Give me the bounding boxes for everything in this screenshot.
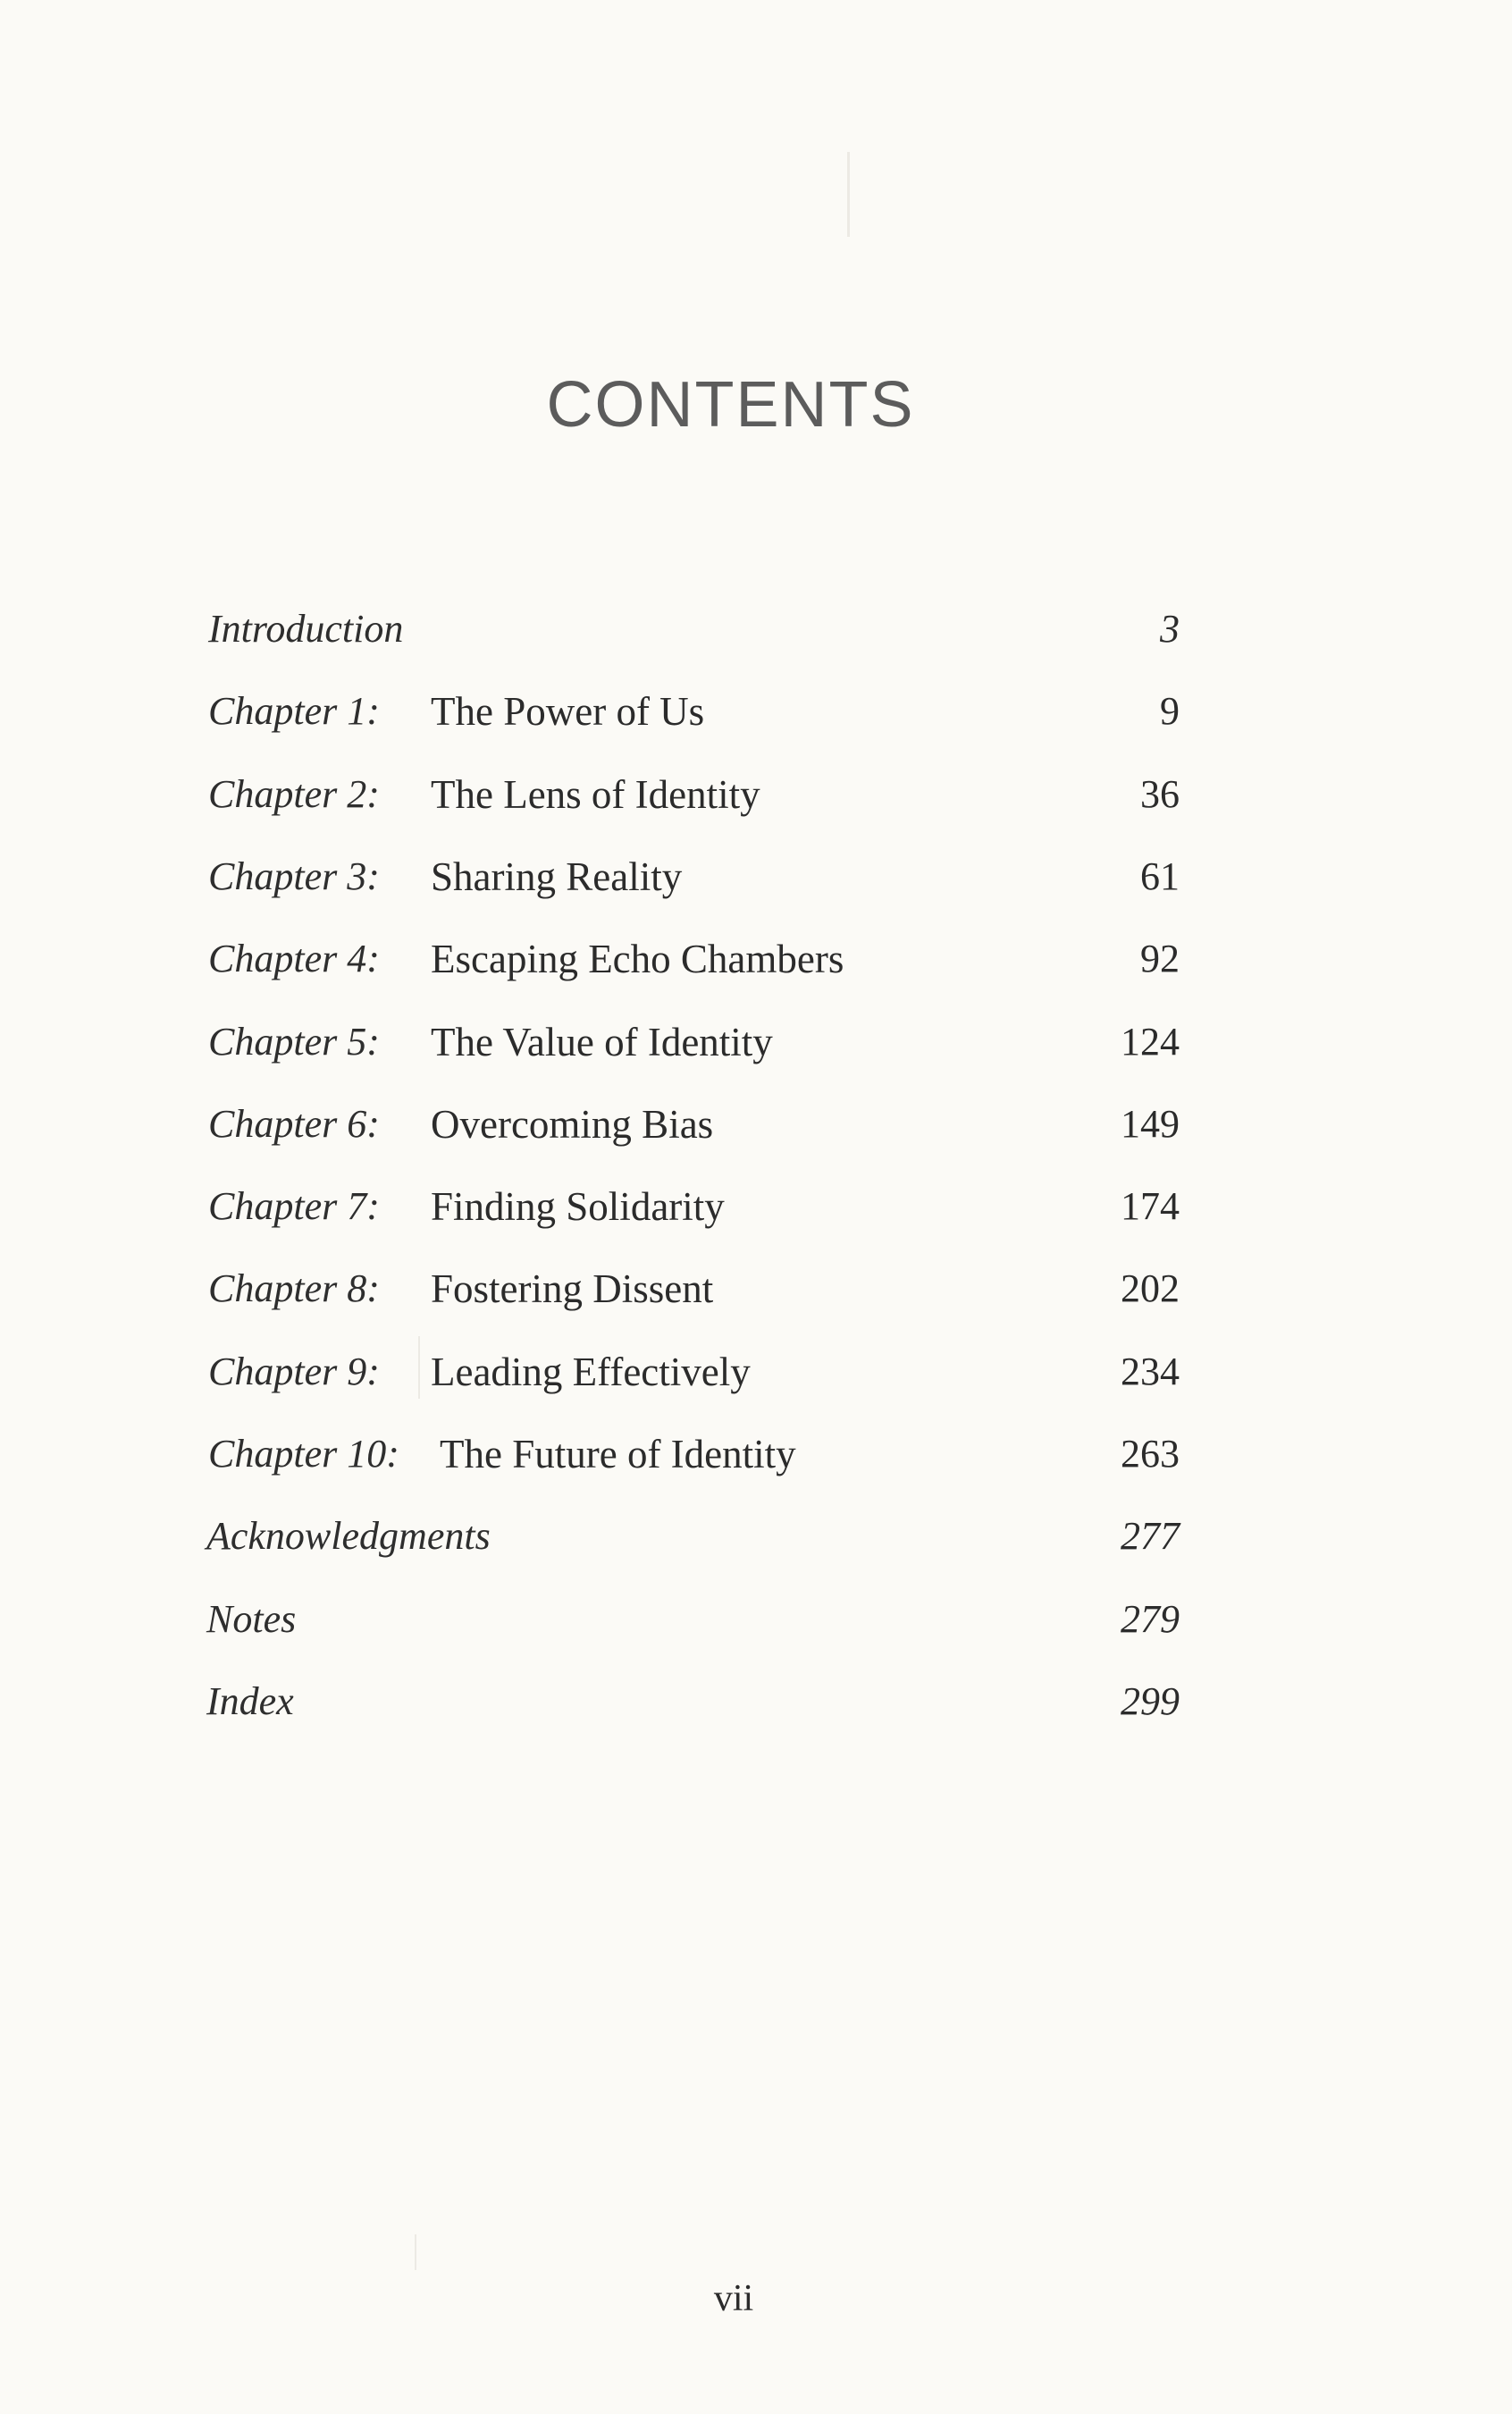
- toc-entry-page: 234: [1121, 1350, 1180, 1393]
- toc-entry-label: Notes: [206, 1597, 297, 1641]
- toc-entry-page: 202: [1121, 1266, 1180, 1310]
- toc-entry-page: 36: [1140, 772, 1180, 816]
- toc-entry-title: Leading Effectively: [431, 1350, 751, 1394]
- toc-entry: [0, 1331, 1512, 1413]
- toc-entry-title: Sharing Reality: [431, 854, 683, 899]
- toc-entry: [0, 1083, 1512, 1165]
- toc-entry: [0, 1165, 1512, 1248]
- toc-entry-label: Chapter 7:: [208, 1184, 380, 1228]
- toc-entry: [0, 1248, 1512, 1330]
- toc-entry: [0, 836, 1512, 918]
- scan-mark: [415, 2234, 416, 2270]
- toc-entry: [0, 1413, 1512, 1495]
- toc-entry-page: 299: [1121, 1679, 1180, 1723]
- toc-entry-title: The Future of Identity: [440, 1432, 796, 1476]
- toc-entry-title: Escaping Echo Chambers: [431, 937, 844, 981]
- toc-entry-page: 61: [1140, 854, 1180, 898]
- toc-entry-label: Chapter 8:: [208, 1266, 380, 1310]
- toc-entry-label: Chapter 5:: [208, 1020, 380, 1064]
- toc-entry-title: Fostering Dissent: [431, 1266, 714, 1311]
- toc-entry-label: Chapter 4:: [208, 937, 380, 980]
- scan-mark: [847, 152, 850, 237]
- toc-entry: [0, 1001, 1512, 1083]
- toc-entry-title: The Lens of Identity: [431, 772, 760, 817]
- toc-entry-page: 279: [1121, 1597, 1180, 1641]
- toc-entry-page: 263: [1121, 1432, 1180, 1476]
- toc-entry-page: 277: [1121, 1514, 1180, 1558]
- toc-entry: [0, 1661, 1512, 1743]
- toc-entry-label: Acknowledgments: [206, 1514, 491, 1558]
- toc-entry-label: Introduction: [208, 607, 404, 651]
- toc-entry-page: 9: [1160, 689, 1180, 733]
- toc-entry-label: Chapter 2:: [208, 772, 380, 816]
- scan-mark: [418, 1336, 420, 1399]
- toc-entry-title: Finding Solidarity: [431, 1184, 725, 1229]
- toc-entry-page: 92: [1140, 937, 1180, 980]
- toc-entry-label: Chapter 1:: [208, 689, 380, 733]
- toc-entry-label: Chapter 10:: [208, 1432, 399, 1476]
- toc-entry-label: Index: [206, 1679, 294, 1723]
- toc-entry: [0, 1495, 1512, 1577]
- toc-entry: [0, 588, 1512, 670]
- toc-entry-title: The Value of Identity: [431, 1020, 773, 1064]
- page-number: vii: [713, 2278, 754, 2319]
- toc-entry-title: Overcoming Bias: [431, 1102, 714, 1147]
- toc-entry: [0, 753, 1512, 836]
- toc-entry-label: Chapter 6:: [208, 1102, 380, 1146]
- toc-entry-page: 174: [1121, 1184, 1180, 1228]
- toc-entry: [0, 670, 1512, 753]
- toc-entry-label: Chapter 3:: [208, 854, 380, 898]
- toc-entry-page: 3: [1160, 607, 1180, 651]
- toc-entry: [0, 1578, 1512, 1661]
- toc-entry-label: Chapter 9:: [208, 1350, 380, 1393]
- toc-entry: [0, 918, 1512, 1000]
- toc-entry-title: The Power of Us: [431, 689, 705, 734]
- toc-entry-page: 124: [1121, 1020, 1180, 1064]
- toc-entry-page: 149: [1121, 1102, 1180, 1146]
- page-title: CONTENTS: [546, 369, 915, 441]
